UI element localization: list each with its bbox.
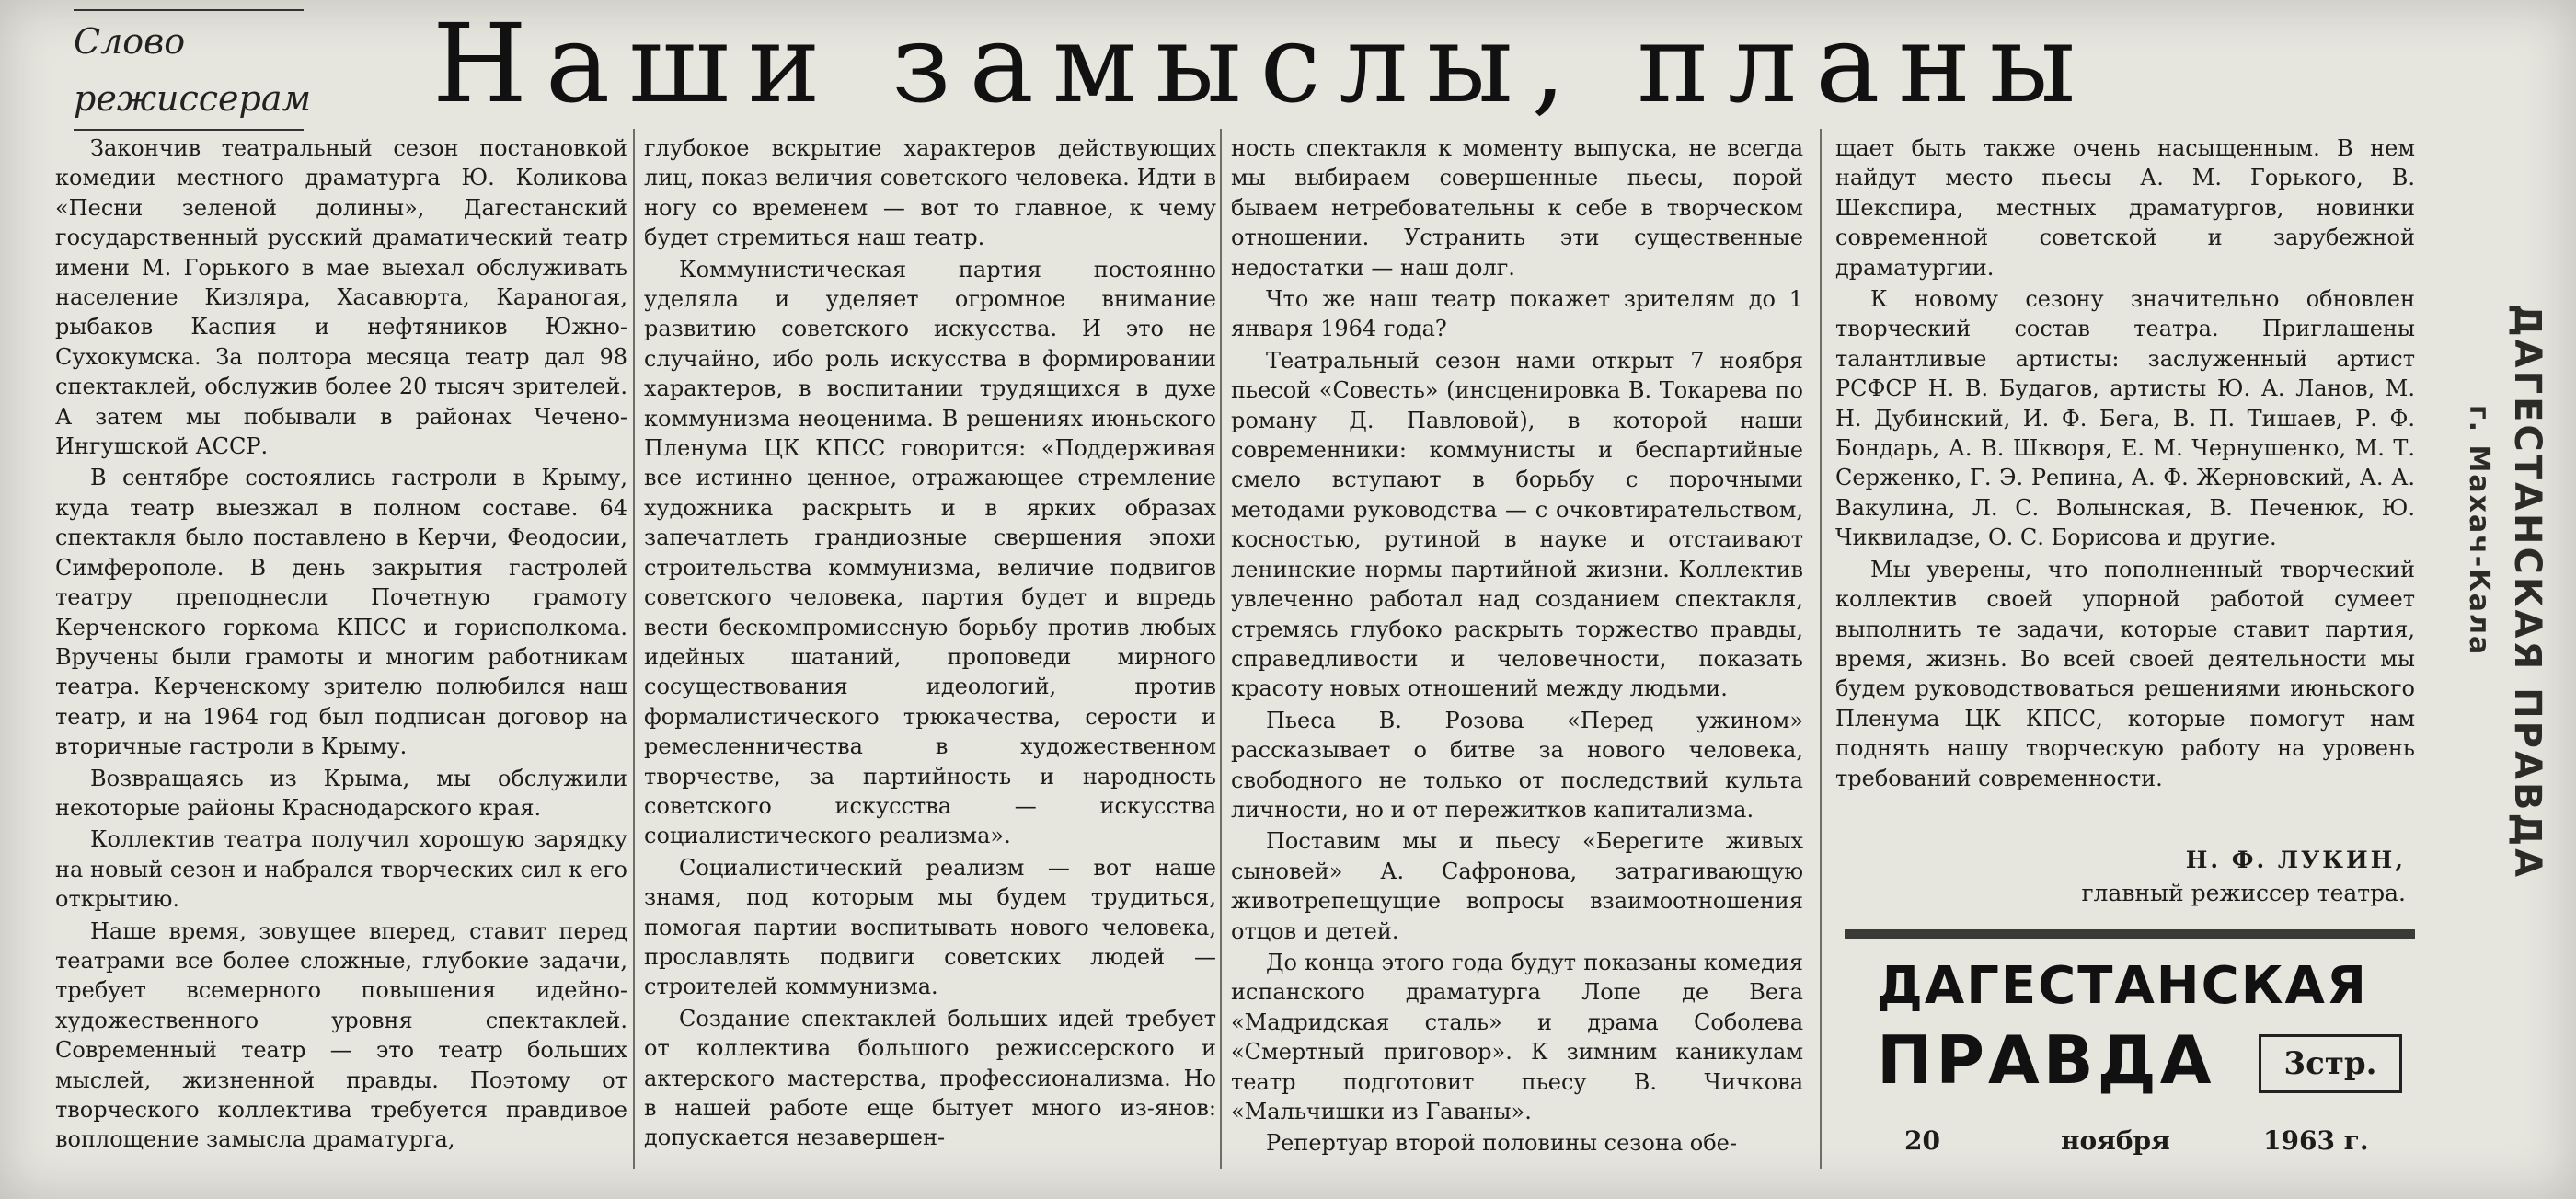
rubric-line-2: режиссерам bbox=[74, 78, 312, 119]
paragraph: глубокое вскрытие характеров действующих лиц, показ величия советского человека. Идти в ногу со временем — вот то главное, к чему будет стремиться наш театр. bbox=[644, 135, 1216, 251]
paragraph: Поставим мы и пьесу «Берегите живых сыновей» А. Сафронова, затрагивающую животрепещущие вопросы взаимоотношения отцов и детей. bbox=[1231, 828, 1803, 944]
article-column-4 bbox=[1835, 133, 2415, 870]
column-divider bbox=[633, 129, 635, 1169]
paragraph: Что же наш театр покажет зрителям до 1 января 1964 года? bbox=[1231, 286, 1803, 342]
paragraph: Пьеса В. Розова «Перед ужином» рассказывает о битве за нового человека, свободного не только от последствий культа личности, но и от пережитков капитализма. bbox=[1231, 707, 1803, 823]
issue-date-day: 20 bbox=[1904, 1125, 1940, 1156]
page-number-badge: 3стр. bbox=[2259, 1034, 2402, 1093]
article-column-3 bbox=[1231, 133, 1803, 1169]
archive-stamp-city: г. Махач-Кала bbox=[2463, 405, 2495, 657]
issue-date-year: 1963 г. bbox=[2263, 1125, 2369, 1156]
paragraph: ность спектакля к моменту выпуска, не всегда мы выбираем совершенные пьесы, порой бываем нетребовательны к себе в творческом отношении. Устранить эти существенные недостатки — наш долг. bbox=[1231, 135, 1803, 281]
issue-date-month: ноября bbox=[2061, 1125, 2170, 1156]
archive-stamp-paper: ДАГЕСТАНСКАЯ ПРАВДА bbox=[2506, 304, 2548, 881]
article-column-1 bbox=[55, 133, 627, 1169]
paragraph: Социалистический реализм — вот наше знамя, под которым мы будем трудиться, помогая партии воспитывать нового человека, прославлять подвиги советских людей — строителей коммунизма. bbox=[644, 854, 1216, 1000]
paragraph: щает быть также очень насыщенным. В нем найдут место пьесы А. М. Горького, В. Шекспира, местных драматургов, новинки современной советской и зарубежной драматургии. bbox=[1835, 135, 2415, 281]
paragraph: Создание спектаклей больших идей требует от коллектива большого режиссерского и актерского мастерства, профессионализма. Но в нашей работе еще бытует много из-янов: допускается незавершен- bbox=[644, 1005, 1216, 1151]
paragraph: Наше время, зовущее вперед, ставит перед театрами все более сложные, глубокие задачи, требует всемерного повышения идейно-художественного уровня спектаклей. Современный театр — это театр больших мыслей, жизненной правды. Поэтому от творческого коллектива требуется правдивое воплощение замысла драматурга, bbox=[55, 917, 627, 1153]
paragraph: Репертуар второй половины сезона обе- bbox=[1266, 1130, 1737, 1157]
column-divider bbox=[1820, 129, 1822, 1169]
paragraph: Коммунистическая партия постоянно уделяла и уделяет огромное внимание развитию советского искусства. И это не случайно, ибо роль искусства в формировании характеров, в воспитании трудящихся в духе коммунизма неоценима. В решениях июньского Пленума ЦК КПСС говорится: «Поддерживая все истинно ценное, отражающее стремление художника раскрыть и в ярких образах запечатлеть грандиозные свершения эпохи строительства коммунизма, величие подвигов советского человека, партия будет и впредь вести бескомпромиссную борьбу против любых идейных шатаний, проповеди мирного сосуществования идеологий, против формалистического трюкачества, серости и ремесленничества в художественном творчестве, за партийность и народность советского искусства — искусства социалистического реализма». bbox=[644, 256, 1216, 849]
paragraph: Закончив театральный сезон постановкой комедии местного драматурга Ю. Коликова «Песни зеленой долины», Дагестанский государственный русский драматический театр имени М. Горького в мае выехал обслуживать население Кизляра, Хасавюрта, Караногая, рыбаков Каспия и нефтяников Южно-Сухокумска. За полтора месяца театр дал 98 спектаклей, обслужив более 20 тысяч зрителей. А затем мы побывали в районах Чечено-Ингушской АССР. bbox=[55, 135, 627, 460]
paragraph: Театральный сезон нами открыт 7 ноября пьесой «Совесть» (инсценировка В. Токарева по роману Д. Павловой), в которой наши современники: коммунисты и беспартийные смело вступают в борьбу с порочными методами руководства — с очковтирательством, косностью, рутиной в науке и отстаивают ленинские нормы партийной жизни. Коллектив увлеченно работал над созданием спектакля, стремясь глубоко раскрыть торжество правды, справедливости и человечности, показать красоту новых отношений между людьми. bbox=[1231, 347, 1803, 702]
author-name: Н. Ф. ЛУКИН, bbox=[2185, 847, 2406, 873]
paragraph: Возвращаясь из Крыма, мы обслужили некоторые районы Краснодарского края. bbox=[55, 765, 627, 821]
paragraph: К новому сезону значительно обновлен творческий состав театра. Приглашены талантливые артисты: заслуженный артист РСФСР Н. В. Будагов, артисты Ю. А. Ланов, М. Н. Дубинский, И. Ф. Бега, В. П. Тишаев, Р. Ф. Бондарь, А. В. Шкворя, Е. М. Чернушенко, М. Т. Серженко, Г. Э. Репина, А. Ф. Жерновский, А. А. Вакулина, Л. С. Волынская, В. Печенюк, Ю. Чиквиладзе, О. С. Борисова и другие. bbox=[1835, 286, 2415, 551]
author-role: главный режиссер театра. bbox=[2081, 880, 2406, 906]
rubric bbox=[74, 7, 311, 133]
paragraph: До конца этого года будут показаны комедия испанского драматурга Лопе де Вега «Мадридская сталь» и драма Соболева «Смертный приговор». К зимним каникулам театр подготовит пьесу В. Чичкова «Мальчишки из Гаваны». bbox=[1231, 949, 1803, 1124]
rubric-line-1: Слово bbox=[74, 21, 186, 62]
paragraph: Коллектив театра получил хорошую зарядку на новый сезон и набрался творческих сил к его открытию. bbox=[55, 826, 627, 913]
masthead-rule bbox=[1845, 929, 2415, 939]
paragraph: Мы уверены, что пополненный творческий коллектив своей упорной работой сумеет выполнить те задачи, которые ставит партия, время, жизнь. Во всей своей деятельности мы будем руководствоваться решениями июньского Пленума ЦК КПСС, которые помогут нам поднять нашу творческую работу на уровень требований современности. bbox=[1835, 556, 2415, 791]
rubric-rule-top bbox=[74, 9, 304, 11]
masthead-title-top: ДАГЕСТАНСКАЯ bbox=[1877, 956, 2368, 1016]
paragraph: В сентябре состоялись гастроли в Крыму, куда театр выезжал в полном составе. 64 спектакля было поставлено в Керчи, Феодосии, Симферополе. В день закрытия гастролей театру преподнесли Почетную грамоту Керченского горкома КПСС и горисполкома. Вручены были грамоты и многим работникам театра. Керченскому зрителю полюбился наш театр, и на 1964 год был подписан договор на вторичные гастроли в Крыму. bbox=[55, 465, 627, 760]
masthead-title-bottom: ПРАВДА bbox=[1877, 1021, 2215, 1099]
column-divider bbox=[1220, 129, 1222, 1169]
article-column-2 bbox=[644, 133, 1216, 1169]
rubric-rule-bottom bbox=[74, 129, 304, 131]
article-headline: Наши замыслы, планы bbox=[432, 0, 2095, 127]
